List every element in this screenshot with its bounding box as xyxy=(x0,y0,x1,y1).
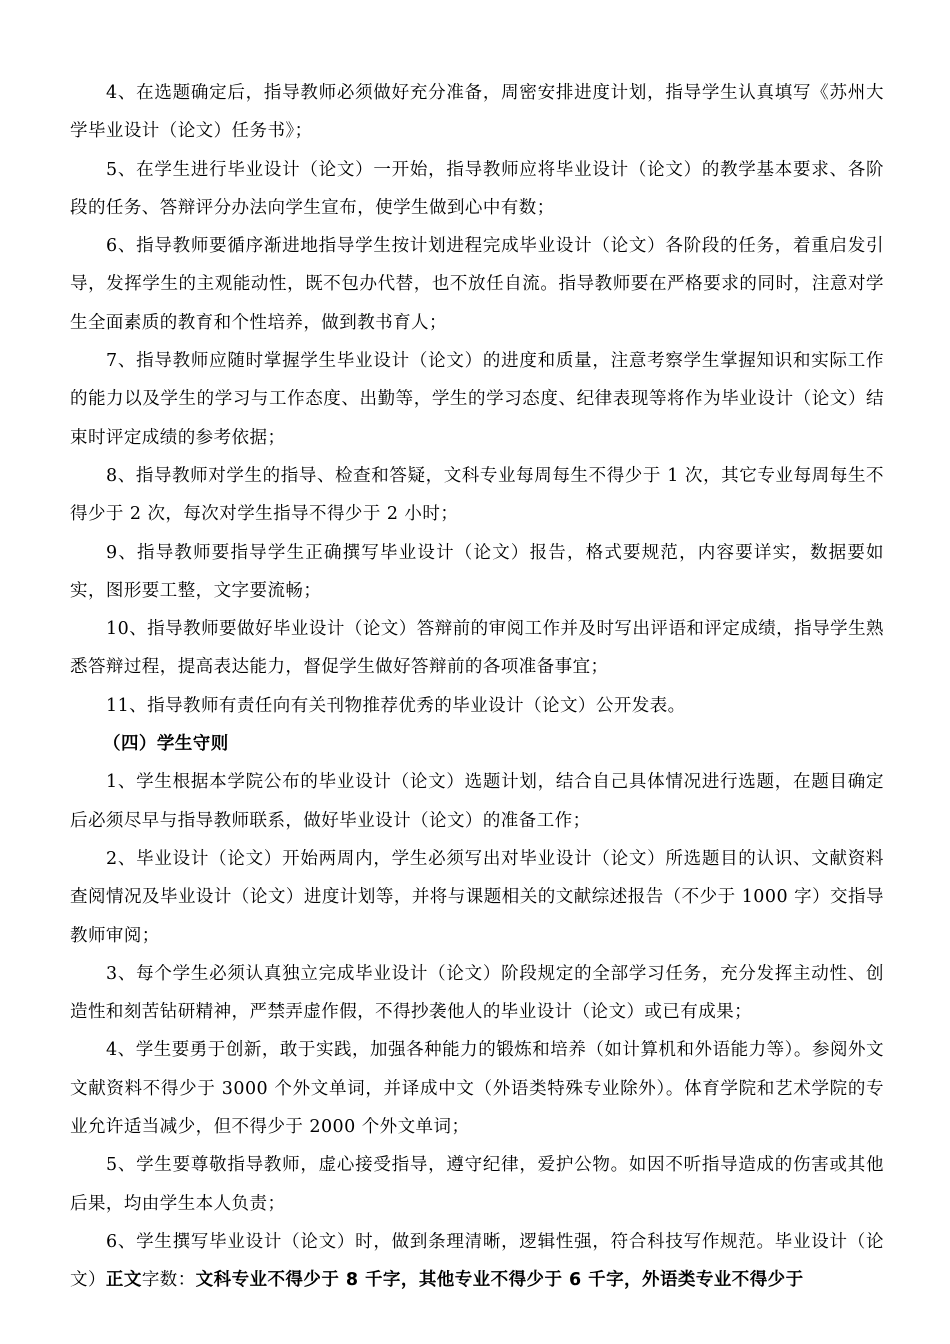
teacher-item-10: 10、指导教师要做好毕业设计（论文）答辩前的审阅工作并及时写出评语和评定成绩，指导学生熟悉答辩过程，提高表达能力，督促学生做好答辩前的各项准备事宜； xyxy=(70,619,884,678)
teacher-item-7: 7、指导教师应随时掌握学生毕业设计（论文）的进度和质量，注意考察学生掌握知识和实际工作的能力以及学生的学习与工作态度、出勤等，学生的学习态度、纪律表现等将作为毕业设计（论文）结束时评定成绩的参考依据； xyxy=(70,351,884,448)
student-item-5: 5、学生要尊敬指导教师，虚心接受指导，遵守纪律，爱护公物。如因不听指导造成的伤害或其他后果，均由学生本人负责； xyxy=(70,1155,884,1214)
student-item-1: 1、学生根据本学院公布的毕业设计（论文）选题计划，结合自己具体情况进行选题，在题目确定后必须尽早与指导教师联系，做好毕业设计（论文）的准备工作； xyxy=(70,772,884,831)
student-item-2: 2、毕业设计（论文）开始两周内，学生必须写出对毕业设计（论文）所选题目的认识、文献资料查阅情况及毕业设计（论文）进度计划等，并将与课题相关的文献综述报告（不少于 1000 字）交指导教师审阅； xyxy=(70,848,884,946)
student-item-6 xyxy=(70,1223,884,1300)
student-item-6-bold-b: 文科专业不得少于 8 千字，其他专业不得少于 6 千字，外语类专业不得少于 xyxy=(195,1270,804,1291)
student-item-6-text-a: 6、学生撰写毕业设计（论文）时，做到条理清晰，逻辑性强，符合科技写作规范。毕业设计（论文） xyxy=(70,1231,884,1291)
teacher-item-4: 4、在选题确定后，指导教师必须做好充分准备，周密安排进度计划，指导学生认真填写《苏州大学毕业设计（论文）任务书》； xyxy=(70,83,884,142)
teacher-item-9: 9、指导教师要指导学生正确撰写毕业设计（论文）报告，格式要规范，内容要详实，数据要如实，图形要工整，文字要流畅； xyxy=(70,542,884,601)
section-heading-student-rules: （四）学生守则 xyxy=(103,734,229,755)
student-item-3: 3、每个学生必须认真独立完成毕业设计（论文）阶段规定的全部学习任务，充分发挥主动性、创造性和刻苦钻研精神，严禁弄虚作假，不得抄袭他人的毕业设计（论文）或已有成果； xyxy=(70,963,884,1023)
student-item-4: 4、学生要勇于创新，敢于实践，加强各种能力的锻炼和培养（如计算机和外语能力等）。参阅外文文献资料不得少于 3000 个外文单词，并译成中文（外语类特殊专业除外）。体育学院和艺术学院的专业允许适当减少，但不得少于 2000 个外文单词； xyxy=(70,1040,884,1138)
teacher-item-8: 8、指导教师对学生的指导、检查和答疑，文科专业每周每生不得少于 1 次，其它专业每周每生不得少于 2 次，每次对学生指导不得少于 2 小时； xyxy=(70,465,884,525)
teacher-item-5: 5、在学生进行毕业设计（论文）一开始，指导教师应将毕业设计（论文）的教学基本要求、各阶段的任务、答辩评分办法向学生宣布，使学生做到心中有数； xyxy=(70,159,884,218)
teacher-item-11: 11、指导教师有责任向有关刊物推荐优秀的毕业设计（论文）公开发表。 xyxy=(106,695,686,716)
student-item-6-text-b: 字数： xyxy=(141,1270,196,1291)
student-item-6-bold-a: 正文 xyxy=(105,1270,142,1291)
teacher-item-6: 6、指导教师要循序渐进地指导学生按计划进程完成毕业设计（论文）各阶段的任务，着重启发引导，发挥学生的主观能动性，既不包办代替，也不放任自流。指导教师要在严格要求的同时，注意对学生全面素质的教育和个性培养，做到教书育人； xyxy=(70,236,884,333)
